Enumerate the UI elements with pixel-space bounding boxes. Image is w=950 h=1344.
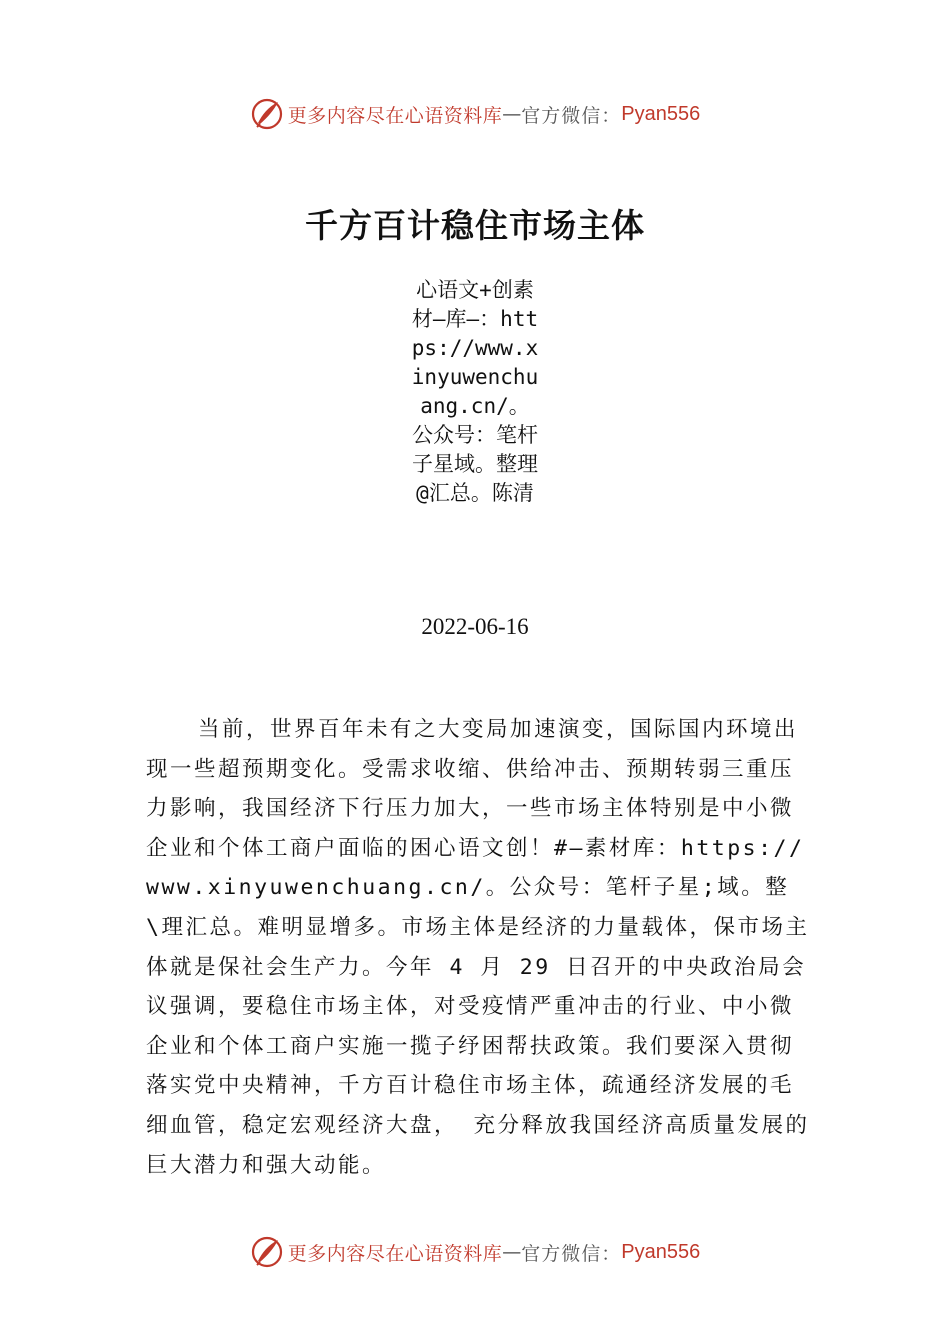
banner-wechat-label: 官方微信： xyxy=(521,1242,622,1265)
banner-wechat-id: Pyan556 xyxy=(621,1240,701,1263)
banner-separator: — xyxy=(502,103,522,125)
banner-text: 更多内容尽在心语资料库 xyxy=(287,1242,503,1265)
quill-pen-icon xyxy=(250,97,284,131)
banner-wechat-id: Pyan556 xyxy=(621,102,701,125)
banner-wechat-label: 官方微信： xyxy=(521,104,622,127)
banner-separator: — xyxy=(502,1241,522,1263)
document-title: 千方百计稳住市场主体 xyxy=(305,206,645,245)
body-paragraph: 当前，世界百年未有之大变局加速演变，国际国内环境出现一些超预期变化。受需求收缩、供给冲击、预期转弱三重压力影响，我国经济下行压力加大，一些市场主体特别是中小微企业和个体工商户面临的困心语文创！#—素材库：https://www.xinyuwenchuang.cn/。公众号：笔杆子星;域。整\理汇总。难明显增多。市场主体是经济的力量载体，保市场主体就是保社会生产力。今年 4 月 29 日召开的中央政治局会议强调，要稳住市场主体，对受疫情严重冲击的行业、中小微企业和个体工商户实施一揽子纾困帮扶政策。我们要深入贯彻落实党中央精神，千方百计稳住市场主体，疏通经济发展的毛细血管，稳定宏观经济大盘， 充分释放我国经济高质量发展的巨大潜力和强大动能。 xyxy=(146,717,810,1178)
banner-text: 更多内容尽在心语资料库 xyxy=(287,104,503,127)
quill-pen-icon xyxy=(250,1235,284,1269)
footer-banner xyxy=(0,1232,950,1272)
document-author: 心语文+创素材—库—：https://www.xinyuwenchuang.cn/。公众号：笔杆子星域。整理@汇总。陈清 xyxy=(411,278,539,505)
header-banner xyxy=(0,94,950,134)
document-date: 2022-06-16 xyxy=(421,614,529,639)
